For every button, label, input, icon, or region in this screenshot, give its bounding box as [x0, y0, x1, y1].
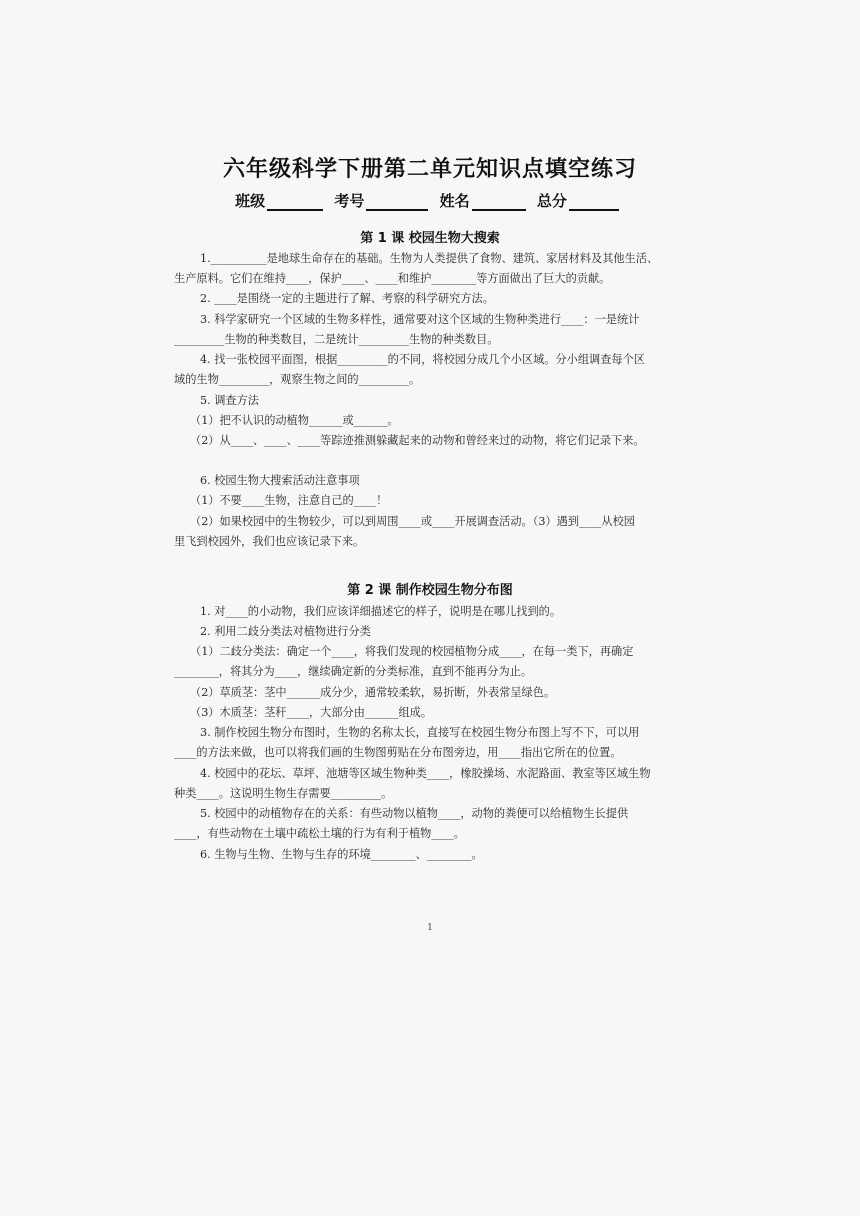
- lesson1-line: _________生物的种类数目，二是统计_________生物的种类数目。: [174, 333, 499, 346]
- lesson1-line: （2）从____、____、____等踪迹推测躲藏起来的动物和曾经来过的动物，将它们记录下来。: [190, 434, 645, 447]
- lesson1-line: （1）不要____生物，注意自己的____！: [190, 494, 388, 507]
- name-label: 姓名: [439, 192, 470, 210]
- lesson1-line: 6. 校园生物大搜索活动注意事项: [200, 474, 360, 487]
- exam-no-label: 考号: [334, 192, 365, 210]
- lesson2-line: 4. 校园中的花坛、草坪、池塘等区域生物种类____，橡胶操场、水泥路面、教室等区域生物: [200, 767, 651, 780]
- lesson2-line: 1. 对____的小动物，我们应该详细描述它的样子，说明是在哪儿找到的。: [200, 605, 562, 618]
- score-blank: [569, 193, 619, 211]
- lesson1-line: 3. 科学家研究一个区域的生物多样性，通常要对这个区域的生物种类进行____：一是统计: [200, 313, 640, 326]
- lesson1-line: 生产原料。它们在维持____，保护____、____和维护________等方面做出了巨大的贡献。: [174, 272, 611, 285]
- lesson1-line: 2. ____是围绕一定的主题进行了解、考察的科学研究方法。: [200, 292, 494, 305]
- lesson1-line: （2）如果校园中的生物较少，可以到周围____或____开展调查活动。（3）遇到____从校园: [190, 515, 635, 528]
- lesson2-line: （1）二歧分类法：确定一个____，将我们发现的校园植物分成____，在每一类下，再确定: [190, 645, 634, 658]
- lesson1-line: 5. 调查方法: [200, 394, 259, 407]
- lesson1-line: 域的生物_________，观察生物之间的_________。: [174, 373, 421, 386]
- class-blank: [267, 193, 323, 211]
- lesson2-line: ____，有些动物在土壤中疏松土壤的行为有利于植物____。: [174, 827, 465, 840]
- lesson1-line: 里飞到校园外，我们也应该记录下来。: [174, 535, 365, 548]
- exam-no-blank: [366, 193, 428, 211]
- lesson2-heading: 第 2 课 制作校园生物分布图: [347, 583, 513, 598]
- page-title: 六年级科学下册第二单元知识点填空练习: [222, 157, 637, 182]
- lesson2-line: 5. 校园中的动植物存在的关系：有些动物以植物____，动物的粪便可以给植物生长提供: [200, 807, 629, 820]
- lesson2-line: 6. 生物与生物、生物与生存的环境________、________。: [200, 848, 483, 861]
- lesson2-line: 种类____。这说明生物生存需要_________。: [174, 787, 393, 800]
- score-label: 总分: [536, 192, 567, 210]
- lesson1-heading: 第 1 课 校园生物大搜索: [360, 231, 500, 246]
- page-number: 1: [427, 923, 433, 933]
- lesson1-line: 4. 找一张校园平面图，根据_________的不同，将校园分成几个小区域。分小组调查每个区: [200, 353, 645, 366]
- lesson2-line: ________，将其分为____，继续确定新的分类标准，直到不能再分为止。: [174, 665, 533, 678]
- lesson2-line: （3）木质茎：茎秆____，大部分由______组成。: [190, 706, 433, 719]
- lesson2-line: 2. 利用二歧分类法对植物进行分类: [200, 625, 371, 638]
- lesson2-line: （2）草质茎：茎中______成分少，通常较柔软，易折断，外表常呈绿色。: [190, 686, 556, 699]
- lesson1-line: （1）把不认识的动植物______或______。: [190, 414, 399, 427]
- lesson2-line: 3. 制作校园生物分布图时，生物的名称太长，直接写在校园生物分布图上写不下，可以用: [200, 726, 640, 739]
- name-blank: [472, 193, 526, 211]
- student-info-row: [0, 190, 860, 211]
- class-label: 班级: [235, 192, 266, 210]
- lesson1-line: 1.__________是地球生命存在的基础。生物为人类提供了食物、建筑、家居材料及其他生活、: [200, 252, 659, 265]
- lesson2-line: ____的方法来做，也可以将我们画的生物图剪贴在分布图旁边，用____指出它所在的位置。: [174, 746, 622, 759]
